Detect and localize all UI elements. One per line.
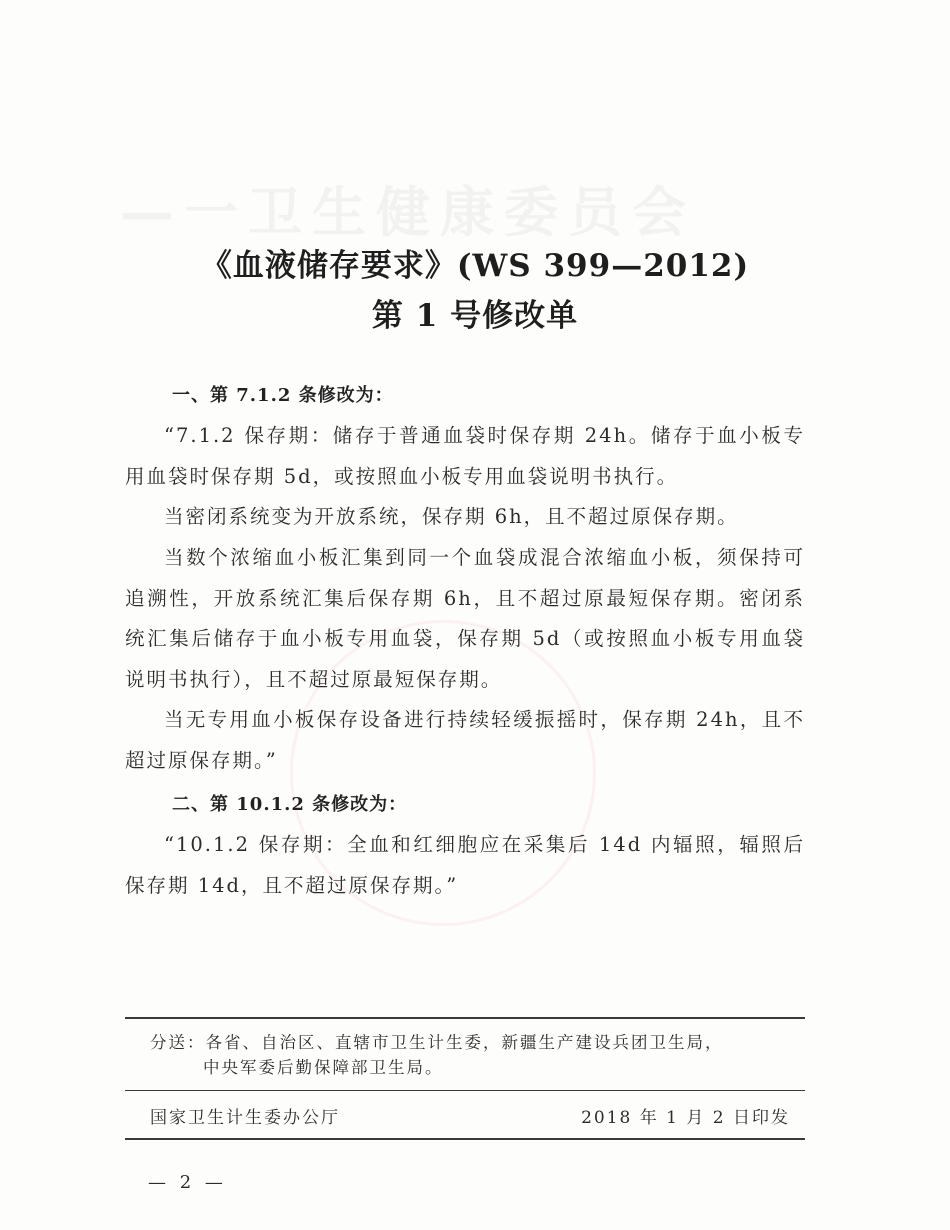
distribution-line: 分送：各省、自治区、直辖市卫生计生委，新疆生产建设兵团卫生局， (150, 1033, 724, 1052)
distribution-line: 中央军委后勤保障部卫生局。 (203, 1058, 444, 1077)
section-1-paragraph: 当无专用血小板保存设备进行持续轻缓振摇时，保存期 24h，且不超过原保存期。” (125, 708, 805, 772)
footer-divider-middle (125, 1090, 805, 1091)
section-2-heading: 二、第 10.1.2 条修改为： (172, 794, 408, 815)
issuing-office: 国家卫生计生委办公厅 (150, 1108, 340, 1128)
amendment-number: 第 1 号修改单 (371, 298, 579, 334)
section-1-paragraph: 当数个浓缩血小板汇集到同一个血袋成混合浓缩血小板，须保持可追溯性，开放系统汇集后保存期 6h，且不超过原最短保存期。密闭系统汇集后储存于血小板专用血袋，保存期 5d（或按照血小板专用血袋说明书执行），且不超过原最短保存期。 (125, 546, 805, 691)
page-number: — 2 — (148, 1172, 227, 1193)
document-title: 《血液储存要求》(WS 399—2012) (200, 248, 750, 284)
section-1-heading: 一、第 7.1.2 条修改为： (172, 385, 394, 406)
footer-divider-top (125, 1017, 805, 1019)
footer-divider-bottom (125, 1138, 805, 1140)
bleed-through-background: —一卫生健康委员会 (120, 180, 696, 244)
distribution-list (150, 1030, 790, 1080)
issue-date: 2018 年 1 月 2 日印发 (581, 1108, 790, 1128)
section-1-paragraph: “7.1.2 保存期：储存于普通血袋时保存期 24h。储存于血小板专用血袋时保存期 5d，或按照血小板专用血袋说明书执行。 (125, 424, 805, 488)
section-2-paragraph: “10.1.2 保存期：全血和红细胞应在采集后 14d 内辐照，辐照后保存期 14d，且不超过原保存期。” (125, 833, 805, 897)
section-1-paragraph: 当密闭系统变为开放系统，保存期 6h，且不超过原保存期。 (164, 505, 739, 528)
